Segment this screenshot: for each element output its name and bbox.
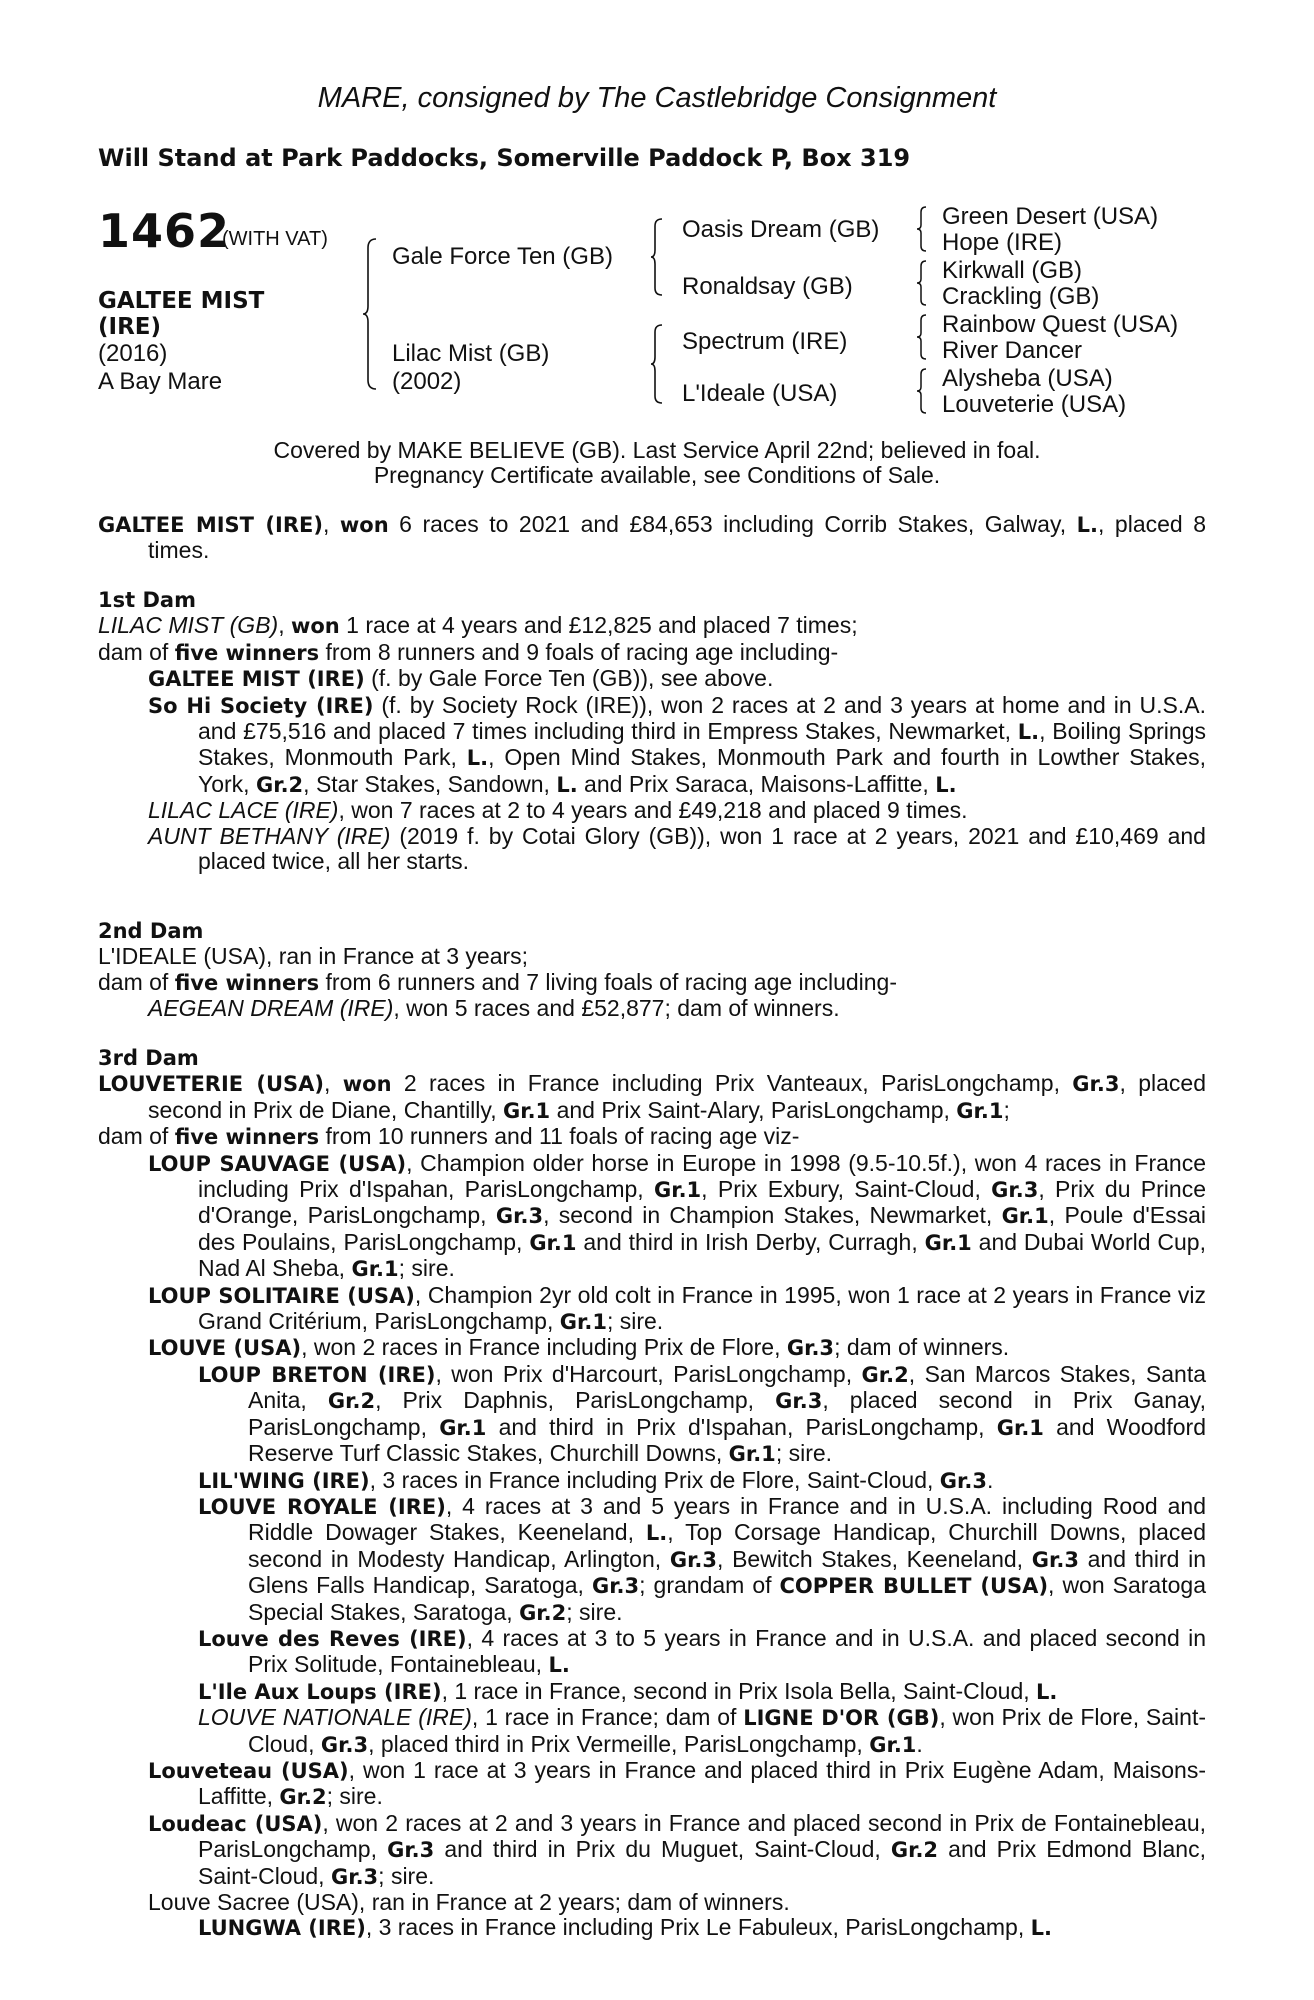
grade: Gr.1 [924,1230,972,1255]
produce-louve-sacree: Louve Sacree (USA), ran in France at 2 years; dam of winners. [148,1889,790,1915]
produce-text: , won 2 races at 2 and 3 years in France and placed second in Prix de Fontainebleau, ParisLongchamp, [198,1809,1206,1863]
dam-of-label: dam of [98,968,175,995]
produce-aegean-dream [98,996,1206,1021]
produce-louveteau [98,1758,1206,1811]
record-text: , placed second in Prix de Diane, Chantilly, [148,1070,1206,1123]
grade: Gr.3 [1072,1072,1120,1097]
produce-name: LOUVE (USA) [148,1336,302,1361]
produce-text: , Champion 2yr old colt in France in 1995, won 1 race at 2 years in France viz Grand Critérium, ParisLongchamp, [198,1281,1206,1335]
produce-name: LOUP SOLITAIRE (USA) [148,1283,415,1308]
grade: Gr.3 [320,1732,369,1757]
second-dam-produce [98,970,1206,996]
produce-name: So Hi Society (IRE) [148,693,374,718]
first-dam-won: won [290,614,340,639]
first-dam-text: 1 race at 4 years and £12,825 and placed 7 times; [339,612,858,639]
produce-name: L'Ile Aux Loups (IRE) [198,1679,442,1704]
produce-name: LILAC LACE (IRE) [148,797,339,824]
produce-lil-wing [98,1468,1206,1494]
dam-of-label: dam of [98,638,175,665]
covered-line-2: Pregnancy Certificate available, see Conditions of Sale. [373,462,941,488]
produce-text: from 8 runners and 9 foals of racing age including- [319,638,839,665]
produce-text: ; sire. [378,1862,435,1889]
pedigree-dam-dam: L'Ideale (USA) [682,380,838,407]
third-dam-record: LOUVETERIE (USA), won 2 races in France including Prix Vanteaux, ParisLongchamp, Gr.3, placed second in Prix de Diane, Chantilly, Gr.1 and Prix Saint-Alary, ParisLongchamp, Gr.1; [98,1070,1206,1123]
pedigree-g5: Rainbow Quest (USA) [942,311,1179,338]
lot-number: 1462 [98,204,231,258]
produce-text: and third in Prix d'Ispahan, ParisLongchamp, [486,1413,997,1440]
grade: Gr.3 [1031,1547,1079,1572]
grade: Gr.1 [996,1415,1044,1440]
pedigree-dam-sire: Spectrum (IRE) [682,328,848,355]
record-text: and Prix Saint-Alary, ParisLongchamp, [550,1096,957,1123]
produce-text: , won Prix d'Harcourt, ParisLongchamp, [435,1360,862,1387]
consignor-line: MARE, consigned by The Castlebridge Consignment [317,82,997,114]
grade: L. [1036,1679,1058,1704]
summary-grade: L. [1076,513,1099,537]
produce-text: , won Saratoga Special Stakes, Saratoga, [248,1572,1206,1625]
produce-text: , Prix du Prince d'Orange, ParisLongchamp, [198,1176,1206,1229]
produce-galtee-mist [98,666,1206,692]
grade: Gr.1 [559,1310,607,1335]
winners-count: five winners [174,970,320,995]
grade: Gr.1 [502,1098,551,1123]
grade: Gr.2 [279,1785,327,1810]
covered-statement [0,438,1314,488]
produce-text: (f. by Society Rock (IRE)), won 2 races at 2 and 3 years at home and in U.S.A. and £75,516 and placed 7 times including third in Empress Stakes, Newmarket, [198,691,1206,745]
horse-country: (IRE) [98,314,162,340]
produce-text: , placed second in Prix Ganay, ParisLongchamp, [248,1387,1206,1440]
produce-name: LOUP BRETON (IRE) [198,1362,436,1387]
third-dam-produce [98,1124,1206,1150]
produce-text: , San Marcos Stakes, Santa Anita, [248,1360,1206,1414]
grade: L. [1017,720,1040,745]
produce-text: , Open Mind Stakes, Monmouth Park and fourth in Lowther Stakes, York, [198,744,1206,797]
produce-text: , 1 race in France, second in Prix Isola Bella, Saint-Cloud, [441,1677,1037,1704]
horse-name: GALTEE MIST [98,288,265,314]
pedigree-sire: Gale Force Ten (GB) [392,243,613,270]
produce-name: LOUVE NATIONALE (IRE) [198,1704,472,1731]
pedigree-dam: Lilac Mist (GB) [392,340,550,367]
main-pedigree-brace [362,238,378,390]
produce-louve-royale [98,1494,1206,1626]
dam-of-label: dam of [98,1123,175,1150]
pedigree-g7: Alysheba (USA) [942,365,1113,392]
standing-location: Will Stand at Park Paddocks, Somerville Paddock P, Box 319 [98,144,911,172]
produce-text: , 1 race in France; dam of [471,1704,744,1731]
produce-text: . [987,1466,994,1493]
produce-loup-breton [98,1362,1206,1468]
produce-louve-des-reves [98,1626,1206,1679]
grade: Gr.3 [939,1468,987,1493]
produce-text: , Bewitch Stakes, Keeneland, [717,1545,1032,1572]
pedigree-g1: Green Desert (USA) [942,203,1159,230]
produce-text: , Star Stakes, Sandown, [303,770,557,797]
grade: L. [466,746,489,771]
winners-count: five winners [174,1125,320,1150]
pedigree-sire-sire: Oasis Dream (GB) [682,216,880,243]
produce-text: and Prix Saraca, Maisons-Laffitte, [577,770,936,797]
produce-loup-solitaire [98,1283,1206,1336]
grade: Gr.1 [351,1257,399,1282]
second-dam-record: L'IDEALE (USA), ran in France at 3 years; [98,943,529,970]
produce-text: , won 1 race at 3 years in France and placed third in Prix Eugène Adam, Maisons-Laffitte, [198,1756,1206,1810]
produce-text: , second in Champion Stakes, Newmarket, [543,1202,1002,1229]
grade: Gr.1 [869,1732,917,1757]
grade: Gr.1 [529,1230,577,1255]
pedigree-g2: Hope (IRE) [942,229,1063,256]
grade: Gr.2 [890,1838,939,1863]
first-dam-heading: 1st Dam [98,588,196,612]
produce-text: , 4 races at 3 to 5 years in France and in U.S.A. and placed second in Prix Solitude, Fontainebleau, [248,1624,1206,1678]
produce-text: , 4 races at 3 and 5 years in France and in U.S.A. including Rood and Riddle Dowager Stakes, Keeneland, [248,1492,1207,1546]
record-text: 2 races in France including Prix Vanteaux, ParisLongchamp, [391,1070,1073,1097]
lot-vat: (WITH VAT) [222,228,328,250]
produce-text: and Woodford Reserve Turf Classic Stakes, Churchill Downs, [248,1413,1206,1467]
pedigree-sire-dam: Ronaldsay (GB) [682,273,853,300]
grade: Gr.1 [653,1178,702,1203]
produce-name: LIGNE D'OR (GB) [743,1706,940,1731]
pedigree-g8: Louveterie (USA) [942,391,1127,418]
produce-louve [98,1335,1206,1361]
produce-name: LUNGWA (IRE) [198,1916,366,1941]
third-dam-name: LOUVETERIE (USA) [98,1072,325,1097]
horse-year: (2016) [98,340,168,367]
produce-text: , won Prix de Flore, Saint-Cloud, [248,1704,1206,1757]
first-dam-section [98,588,1206,874]
produce-text: , Poule d'Essai des Poulains, ParisLongchamp, [198,1202,1206,1255]
produce-text: , 3 races in France including Prix de Flore, Saint-Cloud, [369,1466,940,1493]
grade: Gr.3 [991,1178,1039,1203]
produce-name: COPPER BULLET (USA) [779,1574,1049,1599]
grade: Gr.2 [327,1389,376,1414]
summary-won: won [339,513,389,537]
summary-paragraph: GALTEE MIST (IRE), won 6 races to 2021 and £84,653 including Corrib Stakes, Galway, L., placed 8 times. [98,511,1206,564]
g1-brace [916,206,928,252]
pedigree-g3: Kirkwall (GB) [942,257,1083,284]
summary-text-end: , placed 8 times. [148,511,1206,564]
produce-text: ; grandam of [639,1572,780,1599]
produce-text: , Boiling Springs Stakes, Monmouth Park, [198,718,1206,771]
produce-lilac-lace [98,798,1206,823]
produce-text: , Prix Daphnis, ParisLongchamp, [375,1387,776,1414]
produce-text: and Prix Edmond Blanc, Saint-Cloud, [198,1836,1206,1889]
produce-text: , placed third in Prix Vermeille, ParisLongchamp, [368,1730,870,1757]
horse-description: A Bay Mare [98,368,223,395]
produce-text: , won 5 races and £52,877; dam of winners. [393,995,840,1022]
grade: Gr.1 [1001,1204,1049,1229]
grade: Gr.2 [861,1362,909,1387]
grade: Gr.3 [669,1547,718,1572]
summary-text: 6 races to 2021 and £84,653 including Corrib Stakes, Galway, [388,511,1077,537]
produce-loup-sauvage [98,1151,1206,1283]
grade: Gr.1 [439,1415,487,1440]
pedigree-dam-year: (2002) [392,368,462,395]
first-dam-name: LILAC MIST (GB) [98,612,279,639]
record-text: ; [1003,1096,1010,1123]
first-dam-record: LILAC MIST (GB), won 1 race at 4 years and £12,825 and placed 7 times; [98,612,858,639]
race-summary [98,512,1206,564]
produce-text: and third in Irish Derby, Curragh, [576,1228,925,1255]
first-dam-produce [98,640,1206,666]
produce-text: ; sire. [775,1440,833,1467]
dam-brace [650,324,664,404]
produce-text: ; sire. [566,1598,623,1625]
produce-text: (f. by Gale Force Ten (GB)), see above. [364,665,774,692]
pedigree-g6: River Dancer [942,337,1083,364]
produce-text: from 6 runners and 7 living foals of racing age including- [319,968,897,995]
pedigree-g4: Crackling (GB) [942,283,1100,310]
produce-text: and third in Prix du Muguet, Saint-Cloud, [434,1836,891,1863]
produce-so-hi-society [98,693,1206,799]
grade: L. [935,772,957,797]
grade: Gr.1 [956,1098,1004,1123]
produce-name: Louveteau (USA) [148,1758,349,1783]
grade: L. [548,1653,570,1678]
produce-lungwa [98,1915,1206,1941]
second-dam-section [98,919,1206,1022]
produce-text: . [916,1730,923,1757]
produce-name: AUNT BETHANY (IRE) [148,822,391,849]
produce-name: GALTEE MIST (IRE) [148,667,365,692]
produce-text: ; sire. [606,1308,664,1335]
grade: Gr.3 [786,1336,835,1361]
summary-horse-name: GALTEE MIST (IRE) [98,513,323,537]
grade: L. [556,772,578,797]
produce-text: and third in Glens Falls Handicap, Saratoga, [248,1545,1206,1599]
produce-text: , Prix Exbury, Saint-Cloud, [701,1176,992,1203]
produce-loudeac [98,1811,1206,1890]
grade: Gr.2 [255,772,304,797]
winners-count: five winners [174,640,320,665]
produce-text: ; sire. [326,1783,383,1810]
produce-text: , Champion older horse in Europe in 1998 (9.5-10.5f.), won 4 races in France including Prix d'Ispahan, ParisLongchamp, [198,1149,1206,1203]
g2-brace [916,260,928,306]
produce-text: , 3 races in France including Prix Le Fabuleux, ParisLongchamp, [365,1914,1031,1941]
grade: Gr.3 [495,1204,544,1229]
third-dam-won: won [342,1072,392,1097]
produce-text: ; dam of winners. [834,1334,1010,1361]
produce-text: ; sire. [398,1255,455,1282]
produce-name: LOUP SAUVAGE (USA) [148,1151,407,1176]
produce-name: Loudeac (USA) [148,1811,323,1836]
produce-text: from 10 runners and 11 foals of racing age viz- [319,1123,800,1150]
grade: L. [645,1521,668,1546]
grade: Gr.3 [330,1864,379,1889]
grade: Gr.3 [387,1838,435,1863]
g4-brace [916,368,928,414]
grade: Gr.1 [728,1442,776,1467]
second-dam-heading: 2nd Dam [98,919,204,943]
produce-name: LOUVE ROYALE (IRE) [198,1494,446,1519]
produce-text: , won 2 races in France including Prix de Flore, [301,1334,787,1361]
third-dam-heading: 3rd Dam [98,1046,199,1070]
grade: Gr.2 [519,1600,567,1625]
produce-name: Louve des Reves (IRE) [198,1626,467,1651]
covered-line-1: Covered by MAKE BELIEVE (GB). Last Service April 22nd; believed in foal. [273,437,1041,463]
third-dam-section [98,1046,1206,1942]
produce-text: (2019 f. by Cotai Glory (GB)), won 1 race at 2 years, 2021 and £10,469 and placed twice, all her starts. [198,822,1206,875]
produce-name: LIL'WING (IRE) [198,1468,370,1493]
grade: Gr.3 [591,1574,640,1599]
produce-louve-nationale [98,1705,1206,1758]
produce-aunt-bethany [98,824,1206,875]
produce-l-ile-aux-loups [98,1679,1206,1705]
produce-text: , won 7 races at 2 to 4 years and £49,218 and placed 9 times. [338,797,968,824]
g3-brace [916,314,928,360]
produce-text: , Top Corsage Handicap, Churchill Downs, placed second in Modesty Handicap, Arlington, [248,1519,1206,1572]
sire-brace [650,218,664,296]
produce-name: AEGEAN DREAM (IRE) [148,995,394,1022]
grade: L. [1030,1916,1052,1941]
produce-text: and Dubai World Cup, Nad Al Sheba, [198,1228,1206,1282]
grade: Gr.3 [775,1389,823,1414]
